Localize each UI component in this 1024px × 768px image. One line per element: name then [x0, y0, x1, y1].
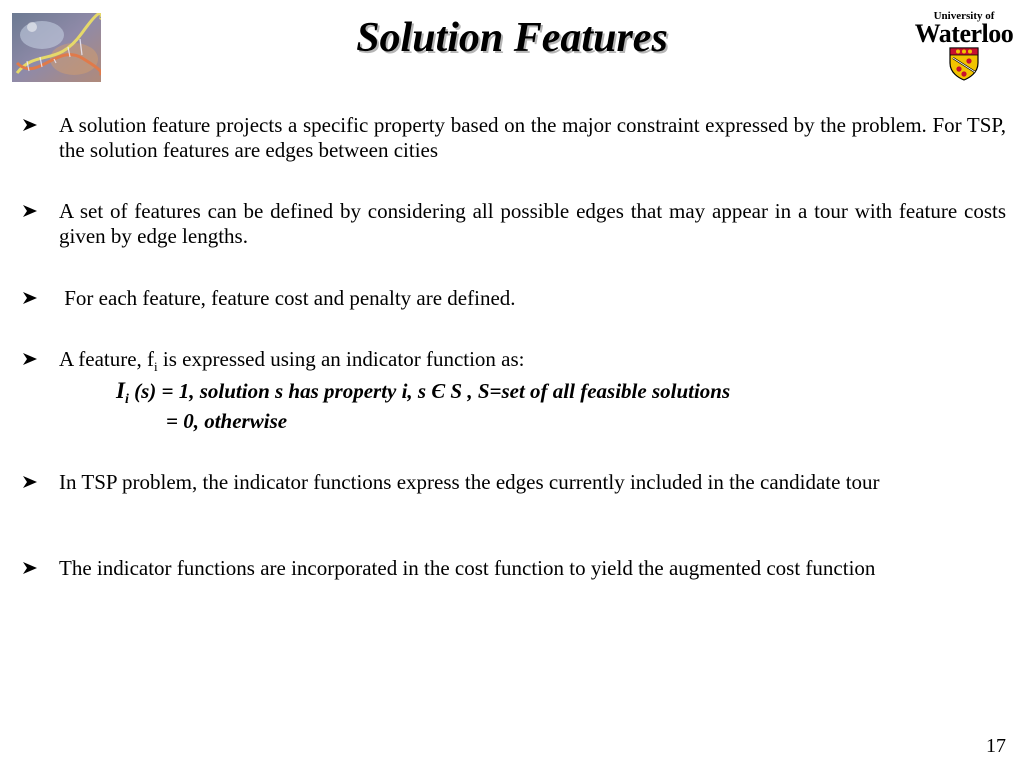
university-name-text: Waterloo — [914, 19, 1014, 48]
bullet-item-6 — [22, 556, 1006, 581]
bullet-item-1 — [22, 113, 1006, 163]
formula-line-1 — [116, 378, 730, 412]
bullet-text: A set of features can be defined by considering all possible edges that may appear in a tour with feature costs given by edge lengths. — [59, 199, 1006, 248]
bullet-text: A solution feature projects a specific property based on the major constraint expressed by the problem. For TSP, the solution features are edges between cities — [59, 113, 1006, 162]
arrow-bullet-icon — [22, 118, 38, 132]
feature-subscript: i — [154, 359, 158, 375]
arrow-bullet-icon — [22, 204, 38, 218]
bullet-text — [59, 347, 1006, 379]
arrow-bullet-icon — [22, 475, 38, 489]
bullet-text-before: A feature, f — [59, 347, 155, 371]
bullet-item-2 — [22, 199, 1006, 249]
formula-symbol: I — [116, 378, 125, 403]
bullet-text-after: is expressed using an indicator function as: — [157, 347, 525, 371]
university-small-text: University of — [933, 10, 995, 22]
arrow-bullet-icon — [22, 291, 38, 305]
shield-icon — [949, 47, 979, 81]
arrow-bullet-icon — [22, 352, 38, 366]
bullet-item-4 — [22, 347, 1006, 379]
bullet-item-3 — [22, 286, 1006, 311]
formula-line-2: = 0, otherwise — [166, 409, 288, 433]
bullet-text: In TSP problem, the indicator functions express the edges currently included in the candidate tour — [59, 470, 880, 494]
bullet-text: The indicator functions are incorporated in the cost function to yield the augmented cost function — [59, 556, 876, 580]
university-logo — [912, 8, 1016, 84]
page-number: 17 — [986, 735, 1006, 757]
formula-line-1-text: (s) = 1, solution s has property i, s Є S , S=set of all feasible solutions — [128, 379, 731, 403]
slide-title: Solution Features — [356, 15, 668, 61]
bullet-item-5 — [22, 470, 1006, 495]
bullet-text: For each feature, feature cost and penalty are defined. — [59, 286, 516, 310]
arrow-bullet-icon — [22, 561, 38, 575]
formula-subscript: i — [124, 392, 129, 408]
